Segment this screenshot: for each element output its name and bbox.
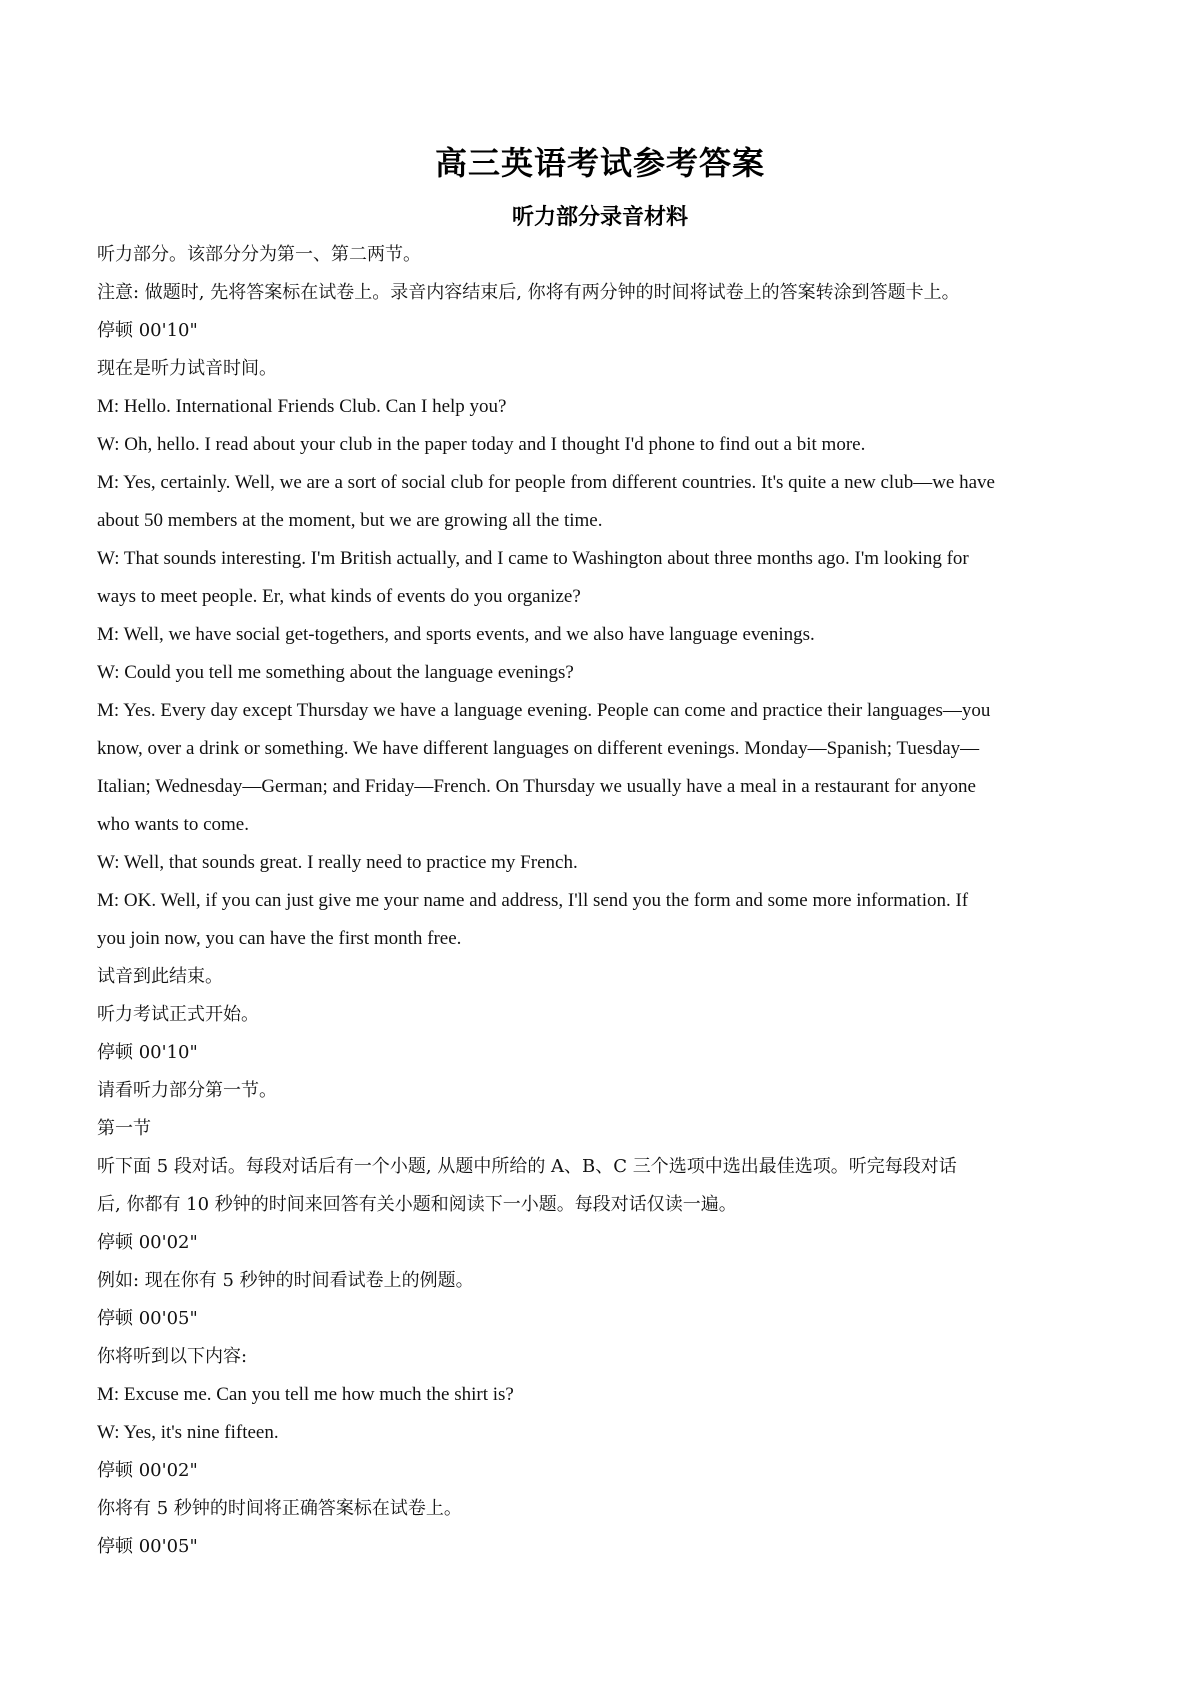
text-line: 你将听到以下内容: <box>97 1346 248 1367</box>
text-line: M: OK. Well, if you can just give me your name and address, I'll send you the form and some more information. If <box>97 890 969 911</box>
text-line: 听力考试正式开始。 <box>97 1004 259 1025</box>
text-line: 停顿 00'10" <box>97 320 198 341</box>
text-line: you join now, you can have the first month free. <box>97 928 462 949</box>
document-subtitle: 听力部分录音材料 <box>511 204 688 230</box>
text-line: about 50 members at the moment, but we are growing all the time. <box>97 510 603 531</box>
text-line: 试音到此结束。 <box>97 966 223 987</box>
text-line: 请看听力部分第一节。 <box>97 1080 277 1101</box>
text-line: 注意: 做题时, 先将答案标在试卷上。录音内容结束后, 你将有两分钟的时间将试卷上的答案转涂到答题卡上。 <box>97 282 960 303</box>
text-line: 听下面 5 段对话。每段对话后有一个小题, 从题中所给的 A、B、C 三个选项中选出最佳选项。听完每段对话 <box>97 1156 957 1177</box>
text-line: W: Yes, it's nine fifteen. <box>97 1422 279 1443</box>
text-line: M: Hello. International Friends Club. Can I help you? <box>97 396 507 417</box>
text-line: 现在是听力试音时间。 <box>97 358 277 379</box>
text-line: W: Well, that sounds great. I really need to practice my French. <box>97 852 578 873</box>
text-line: 例如: 现在你有 5 秒钟的时间看试卷上的例题。 <box>97 1270 474 1291</box>
transcript-body <box>97 236 1117 1566</box>
text-line: W: Oh, hello. I read about your club in the paper today and I thought I'd phone to find out a bit more. <box>97 434 866 455</box>
text-line: 你将有 5 秒钟的时间将正确答案标在试卷上。 <box>97 1498 462 1519</box>
text-line: 停顿 00'05" <box>97 1308 198 1329</box>
text-line: M: Yes. Every day except Thursday we have a language evening. People can come and practice their languages—you <box>97 700 991 721</box>
text-line: Italian; Wednesday—German; and Friday—French. On Thursday we usually have a meal in a restaurant for anyone <box>97 776 976 797</box>
text-line: M: Yes, certainly. Well, we are a sort of social club for people from different countries. It's quite a new club—we have <box>97 472 995 493</box>
text-line: 停顿 00'02" <box>97 1460 198 1481</box>
text-line: know, over a drink or something. We have different languages on different evenings. Monday—Spanish; Tuesday— <box>97 738 980 759</box>
text-line: M: Well, we have social get-togethers, and sports events, and we also have language evenings. <box>97 624 815 645</box>
text-line: 第一节 <box>97 1118 151 1139</box>
document-title: 高三英语考试参考答案 <box>434 144 765 182</box>
text-line: W: That sounds interesting. I'm British actually, and I came to Washington about three months ago. I'm looking for <box>97 548 969 569</box>
text-line: W: Could you tell me something about the language evenings? <box>97 662 574 683</box>
text-line: 停顿 00'10" <box>97 1042 198 1063</box>
text-line: M: Excuse me. Can you tell me how much the shirt is? <box>97 1384 514 1405</box>
text-line: 停顿 00'05" <box>97 1536 198 1557</box>
text-line: 后, 你都有 10 秒钟的时间来回答有关小题和阅读下一小题。每段对话仅读一遍。 <box>97 1194 737 1215</box>
text-line: 听力部分。该部分分为第一、第二两节。 <box>97 244 421 265</box>
text-line: 停顿 00'02" <box>97 1232 198 1253</box>
text-line: ways to meet people. Er, what kinds of events do you organize? <box>97 586 581 607</box>
text-line: who wants to come. <box>97 814 249 835</box>
